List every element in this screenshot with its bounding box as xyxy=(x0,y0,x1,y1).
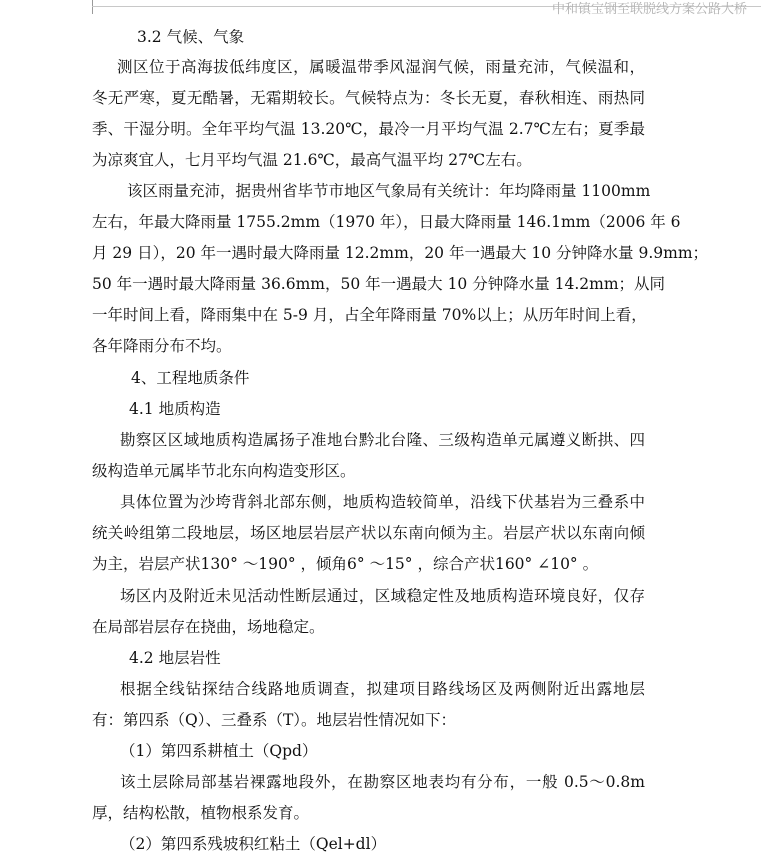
paragraph-line: 一年时间上看，降雨集中在 5-9 月，占全年降雨量 70%以上；从历年时间上看， xyxy=(92,306,647,324)
paragraph-line: 厚，结构松散，植物根系发育。 xyxy=(92,804,310,822)
list-item-1: （1）第四系耕植土（Qpd） xyxy=(120,742,318,760)
section-heading-4: 4、工程地质条件 xyxy=(131,369,250,387)
paragraph-line: 各年降雨分布不均。 xyxy=(92,337,232,355)
header-text: 中和镇宝钢至联脱线方案公路大桥 xyxy=(551,2,747,17)
paragraph-line: 季、干湿分明。全年平均气温 13.20℃，最冷一月平均气温 2.7℃左右；夏季最 xyxy=(92,120,645,138)
paragraph-line: 统关岭组第二段地层，场区地层岩层产状以东南向倾为主。岩层产状以东南向倾 xyxy=(92,524,645,542)
paragraph-line: 场区内及附近未见活动性断层通过，区域稳定性及地质构造环境良好，仅存 xyxy=(120,587,645,605)
page-header xyxy=(92,2,761,17)
paragraph-line: 在局部岩层存在挠曲，场地稳定。 xyxy=(92,618,325,636)
paragraph-line: 勘察区区域地质构造属扬子准地台黔北台隆、三级构造单元属遵义断拱、四 xyxy=(120,431,645,449)
paragraph-line: 根据全线钻探结合线路地质调查，拟建项目路线场区及两侧附近出露地层 xyxy=(120,680,645,698)
paragraph-line: 有：第四系（Q）、三叠系（T）。地层岩性情况如下： xyxy=(92,711,457,729)
paragraph-line: 级构造单元属毕节北东向构造变形区。 xyxy=(92,462,356,480)
paragraph-line: 测区位于高海拔低纬度区，属暖温带季风湿润气候，雨量充沛，气候温和， xyxy=(117,58,645,76)
section-heading-4-2: 4.2 地层岩性 xyxy=(129,649,221,667)
paragraph-line: 为主，岩层产状130° ～190° ，倾角6° ～15° ，综合产状160° ∠10° 。 xyxy=(92,555,599,573)
paragraph-line: 左右，年最大降雨量 1755.2mm（1970 年），日最大降雨量 146.1mm（2006 年 6 xyxy=(92,213,681,231)
section-heading-3-2: 3.2 气候、气象 xyxy=(137,28,245,46)
paragraph-line: 月 29 日），20 年一遇时最大降雨量 12.2mm，20 年一遇最大 10 分钟降水量 9.9mm； xyxy=(92,244,709,262)
paragraph-line: 50 年一遇时最大降雨量 36.6mm，50 年一遇最大 10 分钟降水量 14.2mm；从同 xyxy=(92,275,666,293)
paragraph-line: 为凉爽宜人，七月平均气温 21.6℃，最高气温平均 27℃左右。 xyxy=(92,151,532,169)
list-item-2: （2）第四系残坡积红粘土（Qel+dl） xyxy=(120,835,387,853)
section-heading-4-1: 4.1 地质构造 xyxy=(129,400,221,418)
paragraph-line: 该区雨量充沛，据贵州省毕节市地区气象局有关统计：年均降雨量 1100mm xyxy=(127,182,651,200)
paragraph-line: 该土层除局部基岩裸露地段外，在勘察区地表均有分布，一般 0.5～0.8m xyxy=(120,773,645,791)
paragraph-line: 冬无严寒，夏无酷暑，无霜期较长。气候特点为：冬长无夏，春秋相连、雨热同 xyxy=(92,89,645,107)
margin-mark xyxy=(92,0,93,14)
paragraph-line: 具体位置为沙垮背斜北部东侧，地质构造较简单，沿线下伏基岩为三叠系中 xyxy=(120,493,645,511)
